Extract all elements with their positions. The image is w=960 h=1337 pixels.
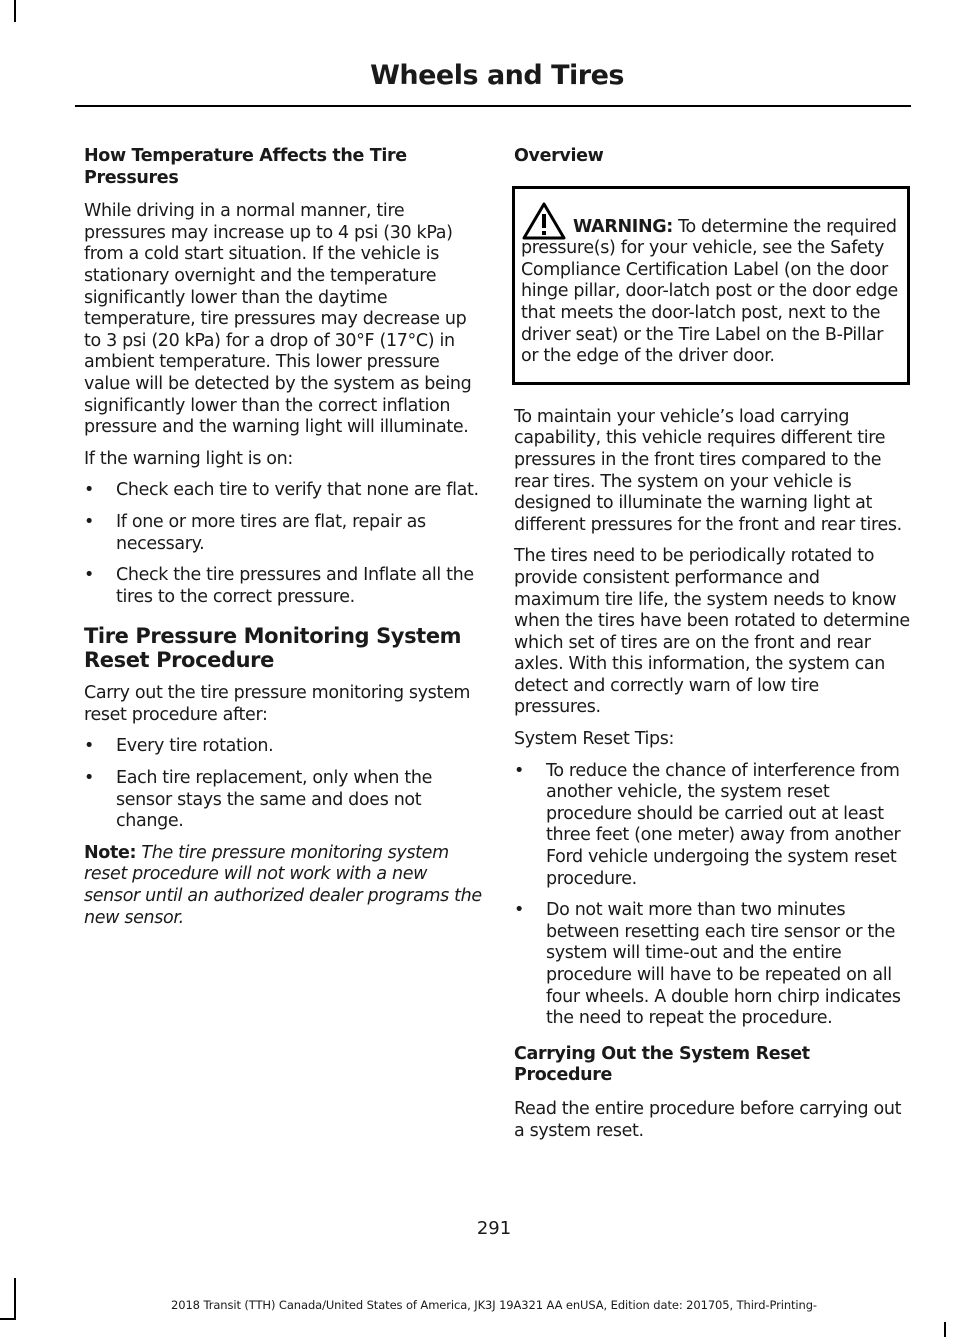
paragraph-rotation: The tires need to be periodically rotated to provide consistent performance and maximum tire life, the system needs to know when the tires have been rotated to determine which set of tires are on the front and rear axles. With this information, the system can detect and correctly warn of low tire pressures. bbox=[514, 546, 910, 718]
bullet: • bbox=[514, 760, 524, 781]
heading-temperature: How Temperature Affects the Tire Pressures bbox=[84, 146, 407, 188]
left-column bbox=[84, 146, 482, 939]
header-rule bbox=[75, 105, 911, 107]
list-item: • Do not wait more than two minutes between resetting each tire sensor or the system will time-out and the entire procedure will have to be repeated on all four wheels. A double horn chirp indicates the need to repeat the procedure. bbox=[514, 900, 901, 1029]
paragraph-read-procedure: Read the entire procedure before carrying out a system reset. bbox=[514, 1098, 902, 1141]
warning-triangle-icon bbox=[521, 201, 567, 241]
list-item: • Check each tire to verify that none are flat. bbox=[84, 480, 479, 501]
note-paragraph bbox=[84, 843, 482, 929]
warning-light-list bbox=[84, 480, 482, 608]
paragraph-reset-tips: System Reset Tips: bbox=[514, 729, 675, 750]
bullet: • bbox=[84, 480, 94, 501]
reset-after-list bbox=[84, 736, 482, 832]
heading-overview: Overview bbox=[514, 146, 604, 166]
crop-mark-top-left bbox=[14, 0, 16, 22]
note-text: The tire pressure monitoring system reset procedure will not work with a new sensor until an authorized dealer programs the new sensor. bbox=[84, 842, 482, 928]
reset-tips-list bbox=[514, 761, 910, 1030]
bullet: • bbox=[84, 511, 94, 532]
crop-mark-bottom-left-h bbox=[0, 1318, 16, 1320]
right-column bbox=[514, 146, 910, 1152]
page-number: 291 bbox=[476, 1218, 512, 1239]
bullet: • bbox=[84, 768, 94, 789]
bullet: • bbox=[84, 736, 94, 757]
list-item: • Each tire replacement, only when the sensor stays the same and does not change. bbox=[84, 768, 432, 832]
paragraph-warning-light: If the warning light is on: bbox=[84, 448, 293, 469]
bullet: • bbox=[514, 900, 524, 921]
warning-box bbox=[512, 186, 910, 385]
page-footer: 2018 Transit (TTH) Canada/United States of America, JK3J 19A321 AA enUSA, Edition date: 201705, Third-Printing- bbox=[171, 1298, 817, 1312]
paragraph-reset-after: Carry out the tire pressure monitoring system reset procedure after: bbox=[84, 683, 471, 725]
list-item: • Every tire rotation. bbox=[84, 736, 274, 757]
list-item: • Check the tire pressures and Inflate all the tires to the correct pressure. bbox=[84, 565, 474, 607]
list-item: • To reduce the chance of interference from another vehicle, the system reset procedure should be carried out at least three feet (one meter) away from another Ford vehicle undergoing the system reset procedure. bbox=[514, 760, 901, 889]
crop-mark-bottom-right bbox=[944, 1322, 946, 1337]
page-header-title: Wheels and Tires bbox=[370, 60, 624, 91]
heading-carrying-out: Carrying Out the System Reset Procedure bbox=[514, 1043, 810, 1086]
note-label: Note: bbox=[84, 842, 137, 863]
paragraph-load-capability: To maintain your vehicle’s load carrying capability, this vehicle requires different tire pressures in the front tires compared to the rear tires. The system on your vehicle is designed to illuminate the warning light at different pressures for the front and rear tires. bbox=[514, 406, 902, 535]
heading-reset-procedure: Tire Pressure Monitoring System Reset Procedure bbox=[84, 624, 462, 673]
warning-label: WARNING: bbox=[573, 216, 673, 237]
list-item: • If one or more tires are flat, repair as necessary. bbox=[84, 511, 426, 554]
warning-text: To determine the required pressure(s) for your vehicle, see the Safety Compliance Certification Label (on the door hinge pillar, door-latch post or the door edge that meets the door-latch post, next to the driver seat) or the Tire Label on the B-Pillar or the edge of the driver door. bbox=[521, 216, 898, 367]
paragraph-temperature: While driving in a normal manner, tire pressures may increase up to 4 psi (30 kPa) from a cold start situation. If the vehicle is stationary overnight and the temperature significantly lower than the daytime temperature, tire pressures may decrease up to 3 psi (20 kPa) for a drop of 30°F (17°C) in ambient temperature. This lower pressure value will be detected by the system as being significantly lower than the correct inflation pressure and the warning light will illuminate. bbox=[84, 201, 472, 438]
bullet: • bbox=[84, 565, 94, 586]
